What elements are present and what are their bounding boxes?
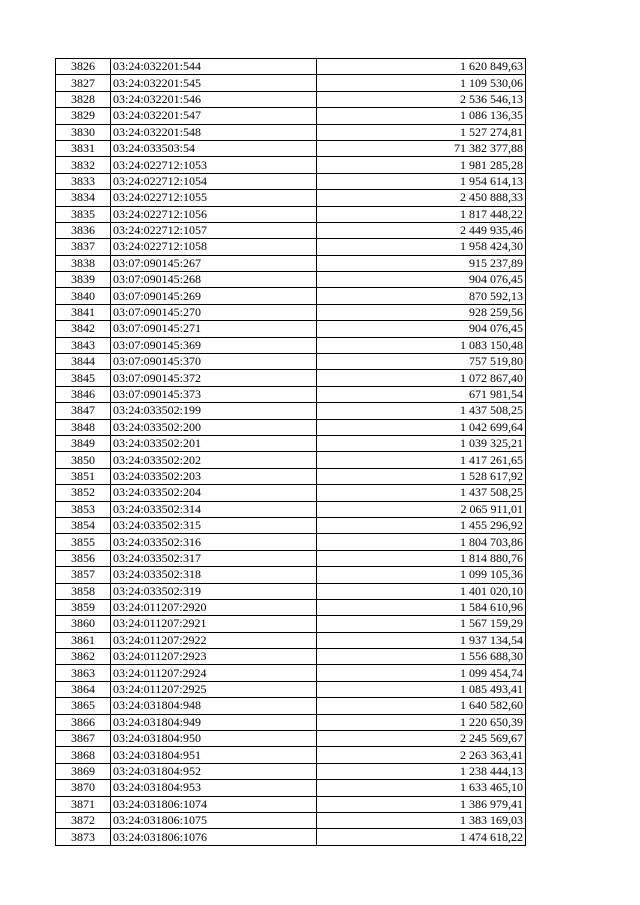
value-cell: 1 072 867,40 (317, 370, 526, 386)
value-cell: 2 449 935,46 (317, 222, 526, 238)
row-number-cell: 3838 (56, 255, 111, 271)
cadastral-number-cell: 03:07:090145:267 (111, 255, 317, 271)
cadastral-number-cell: 03:07:090145:270 (111, 304, 317, 320)
cadastral-number-cell: 03:24:022712:1053 (111, 157, 317, 173)
value-cell: 1 584 610,96 (317, 599, 526, 615)
table-row (56, 173, 526, 189)
row-number-cell: 3839 (56, 272, 111, 288)
row-number-cell: 3864 (56, 681, 111, 697)
value-cell: 1 455 296,92 (317, 517, 526, 533)
row-number-cell: 3836 (56, 222, 111, 238)
table-row (56, 534, 526, 550)
row-number-cell: 3835 (56, 206, 111, 222)
value-cell: 1 238 444,13 (317, 763, 526, 779)
value-cell: 1 099 105,36 (317, 567, 526, 583)
cadastral-number-cell: 03:24:033502:199 (111, 403, 317, 419)
row-number-cell: 3831 (56, 140, 111, 156)
value-cell: 928 259,56 (317, 304, 526, 320)
table-row (56, 731, 526, 747)
value-cell: 1 417 261,65 (317, 452, 526, 468)
value-cell: 1 804 703,86 (317, 534, 526, 550)
row-number-cell: 3869 (56, 763, 111, 779)
cadastral-number-cell: 03:24:033502:314 (111, 501, 317, 517)
table-row (56, 108, 526, 124)
cadastral-number-cell: 03:24:031804:952 (111, 763, 317, 779)
table-row (56, 452, 526, 468)
table-row (56, 780, 526, 796)
table-row (56, 583, 526, 599)
table-row (56, 91, 526, 107)
value-cell: 671 981,54 (317, 386, 526, 402)
table-row (56, 288, 526, 304)
value-cell: 1 220 650,39 (317, 714, 526, 730)
cadastral-number-cell: 03:24:033502:202 (111, 452, 317, 468)
table-row (56, 321, 526, 337)
row-number-cell: 3842 (56, 321, 111, 337)
value-cell: 1 437 508,25 (317, 485, 526, 501)
cadastral-number-cell: 03:24:033502:317 (111, 550, 317, 566)
cadastral-number-cell: 03:24:031806:1076 (111, 829, 317, 845)
table-row (56, 567, 526, 583)
cadastral-number-cell: 03:24:022712:1056 (111, 206, 317, 222)
cadastral-number-cell: 03:24:011207:2924 (111, 665, 317, 681)
row-number-cell: 3856 (56, 550, 111, 566)
value-cell: 2 245 569,67 (317, 731, 526, 747)
cadastral-number-cell: 03:24:022712:1054 (111, 173, 317, 189)
table-row (56, 140, 526, 156)
cadastral-number-cell: 03:24:032201:545 (111, 75, 317, 91)
value-cell: 1 386 979,41 (317, 796, 526, 812)
cadastral-number-cell: 03:07:090145:268 (111, 272, 317, 288)
cadastral-number-cell: 03:24:033502:318 (111, 567, 317, 583)
cadastral-number-cell: 03:24:031804:951 (111, 747, 317, 763)
table-row (56, 763, 526, 779)
table-row (56, 698, 526, 714)
row-number-cell: 3837 (56, 239, 111, 255)
value-cell: 2 065 911,01 (317, 501, 526, 517)
cadastral-number-cell: 03:24:022712:1055 (111, 190, 317, 206)
cadastral-number-cell: 03:24:022712:1057 (111, 222, 317, 238)
row-number-cell: 3849 (56, 435, 111, 451)
cadastral-number-cell: 03:24:011207:2922 (111, 632, 317, 648)
cadastral-number-cell: 03:24:033502:203 (111, 468, 317, 484)
value-cell: 1 401 020,10 (317, 583, 526, 599)
cadastral-number-cell: 03:07:090145:271 (111, 321, 317, 337)
data-table (55, 58, 526, 846)
table-row (56, 59, 526, 75)
row-number-cell: 3871 (56, 796, 111, 812)
value-cell: 1 383 169,03 (317, 812, 526, 828)
row-number-cell: 3872 (56, 812, 111, 828)
cadastral-number-cell: 03:24:031804:953 (111, 780, 317, 796)
value-cell: 1 817 448,22 (317, 206, 526, 222)
row-number-cell: 3846 (56, 386, 111, 402)
cadastral-number-cell: 03:24:033502:319 (111, 583, 317, 599)
cadastral-number-cell: 03:24:033502:315 (111, 517, 317, 533)
row-number-cell: 3832 (56, 157, 111, 173)
value-cell: 1 437 508,25 (317, 403, 526, 419)
cadastral-number-cell: 03:24:032201:547 (111, 108, 317, 124)
table-row (56, 485, 526, 501)
cadastral-number-cell: 03:24:033502:316 (111, 534, 317, 550)
table-row (56, 501, 526, 517)
table-row (56, 796, 526, 812)
table-row (56, 239, 526, 255)
table-row (56, 812, 526, 828)
row-number-cell: 3857 (56, 567, 111, 583)
value-cell: 1 620 849,63 (317, 59, 526, 75)
cadastral-number-cell: 03:07:090145:372 (111, 370, 317, 386)
value-cell: 71 382 377,88 (317, 140, 526, 156)
row-number-cell: 3867 (56, 731, 111, 747)
table-row (56, 370, 526, 386)
row-number-cell: 3828 (56, 91, 111, 107)
cadastral-number-cell: 03:24:011207:2923 (111, 649, 317, 665)
value-cell: 1 633 465,10 (317, 780, 526, 796)
cadastral-number-cell: 03:24:031804:948 (111, 698, 317, 714)
cadastral-number-cell: 03:24:011207:2921 (111, 616, 317, 632)
table-row (56, 419, 526, 435)
row-number-cell: 3850 (56, 452, 111, 468)
table-row (56, 222, 526, 238)
cadastral-number-cell: 03:24:033502:200 (111, 419, 317, 435)
table-row (56, 157, 526, 173)
table-row (56, 616, 526, 632)
cadastral-number-cell: 03:07:090145:269 (111, 288, 317, 304)
table-row (56, 829, 526, 845)
table-row (56, 517, 526, 533)
table-row (56, 304, 526, 320)
row-number-cell: 3840 (56, 288, 111, 304)
row-number-cell: 3854 (56, 517, 111, 533)
value-cell: 2 536 546,13 (317, 91, 526, 107)
row-number-cell: 3862 (56, 649, 111, 665)
row-number-cell: 3860 (56, 616, 111, 632)
value-cell: 1 958 424,30 (317, 239, 526, 255)
cadastral-number-cell: 03:24:031806:1075 (111, 812, 317, 828)
row-number-cell: 3829 (56, 108, 111, 124)
table-row (56, 354, 526, 370)
row-number-cell: 3844 (56, 354, 111, 370)
value-cell: 1 528 617,92 (317, 468, 526, 484)
row-number-cell: 3873 (56, 829, 111, 845)
cadastral-number-cell: 03:07:090145:369 (111, 337, 317, 353)
row-number-cell: 3870 (56, 780, 111, 796)
value-cell: 915 237,89 (317, 255, 526, 271)
value-cell: 2 263 363,41 (317, 747, 526, 763)
row-number-cell: 3830 (56, 124, 111, 140)
value-cell: 1 085 493,41 (317, 681, 526, 697)
cadastral-number-cell: 03:24:033502:204 (111, 485, 317, 501)
value-cell: 1 567 159,29 (317, 616, 526, 632)
cadastral-number-cell: 03:24:033502:201 (111, 435, 317, 451)
value-cell: 1 556 688,30 (317, 649, 526, 665)
row-number-cell: 3861 (56, 632, 111, 648)
table-row (56, 747, 526, 763)
row-number-cell: 3843 (56, 337, 111, 353)
table-row (56, 255, 526, 271)
cadastral-number-cell: 03:24:032201:548 (111, 124, 317, 140)
value-cell: 1 039 325,21 (317, 435, 526, 451)
cadastral-number-cell: 03:24:032201:546 (111, 91, 317, 107)
table-row (56, 337, 526, 353)
row-number-cell: 3851 (56, 468, 111, 484)
value-cell: 1 954 614,13 (317, 173, 526, 189)
table-row (56, 468, 526, 484)
table-row (56, 190, 526, 206)
cadastral-number-cell: 03:24:033503:54 (111, 140, 317, 156)
row-number-cell: 3845 (56, 370, 111, 386)
cadastral-number-cell: 03:24:031806:1074 (111, 796, 317, 812)
row-number-cell: 3866 (56, 714, 111, 730)
table-row (56, 435, 526, 451)
row-number-cell: 3833 (56, 173, 111, 189)
value-cell: 904 076,45 (317, 272, 526, 288)
value-cell: 1 937 134,54 (317, 632, 526, 648)
cadastral-number-cell: 03:07:090145:373 (111, 386, 317, 402)
cadastral-number-cell: 03:24:031804:949 (111, 714, 317, 730)
row-number-cell: 3826 (56, 59, 111, 75)
value-cell: 1 640 582,60 (317, 698, 526, 714)
value-cell: 870 592,13 (317, 288, 526, 304)
value-cell: 1 527 274,81 (317, 124, 526, 140)
row-number-cell: 3853 (56, 501, 111, 517)
table-row (56, 665, 526, 681)
row-number-cell: 3841 (56, 304, 111, 320)
value-cell: 1 109 530,06 (317, 75, 526, 91)
row-number-cell: 3834 (56, 190, 111, 206)
cadastral-number-cell: 03:24:032201:544 (111, 59, 317, 75)
table-row (56, 386, 526, 402)
value-cell: 757 519,80 (317, 354, 526, 370)
value-cell: 1 474 618,22 (317, 829, 526, 845)
cadastral-number-cell: 03:24:011207:2925 (111, 681, 317, 697)
row-number-cell: 3852 (56, 485, 111, 501)
table-row (56, 75, 526, 91)
table-row (56, 206, 526, 222)
value-cell: 1 981 285,28 (317, 157, 526, 173)
row-number-cell: 3858 (56, 583, 111, 599)
row-number-cell: 3865 (56, 698, 111, 714)
row-number-cell: 3847 (56, 403, 111, 419)
row-number-cell: 3868 (56, 747, 111, 763)
value-cell: 1 099 454,74 (317, 665, 526, 681)
value-cell: 1 814 880,76 (317, 550, 526, 566)
value-cell: 1 083 150,48 (317, 337, 526, 353)
row-number-cell: 3859 (56, 599, 111, 615)
row-number-cell: 3827 (56, 75, 111, 91)
value-cell: 2 450 888,33 (317, 190, 526, 206)
table-row (56, 272, 526, 288)
value-cell: 1 042 699,64 (317, 419, 526, 435)
table-row (56, 714, 526, 730)
value-cell: 904 076,45 (317, 321, 526, 337)
value-cell: 1 086 136,35 (317, 108, 526, 124)
table-row (56, 550, 526, 566)
cadastral-number-cell: 03:24:011207:2920 (111, 599, 317, 615)
cadastral-number-cell: 03:24:031804:950 (111, 731, 317, 747)
table-row (56, 403, 526, 419)
table-row (56, 681, 526, 697)
row-number-cell: 3855 (56, 534, 111, 550)
cadastral-number-cell: 03:24:022712:1058 (111, 239, 317, 255)
table-body (56, 59, 526, 846)
table-row (56, 599, 526, 615)
row-number-cell: 3848 (56, 419, 111, 435)
table-row (56, 649, 526, 665)
table-row (56, 124, 526, 140)
row-number-cell: 3863 (56, 665, 111, 681)
cadastral-number-cell: 03:07:090145:370 (111, 354, 317, 370)
table-row (56, 632, 526, 648)
